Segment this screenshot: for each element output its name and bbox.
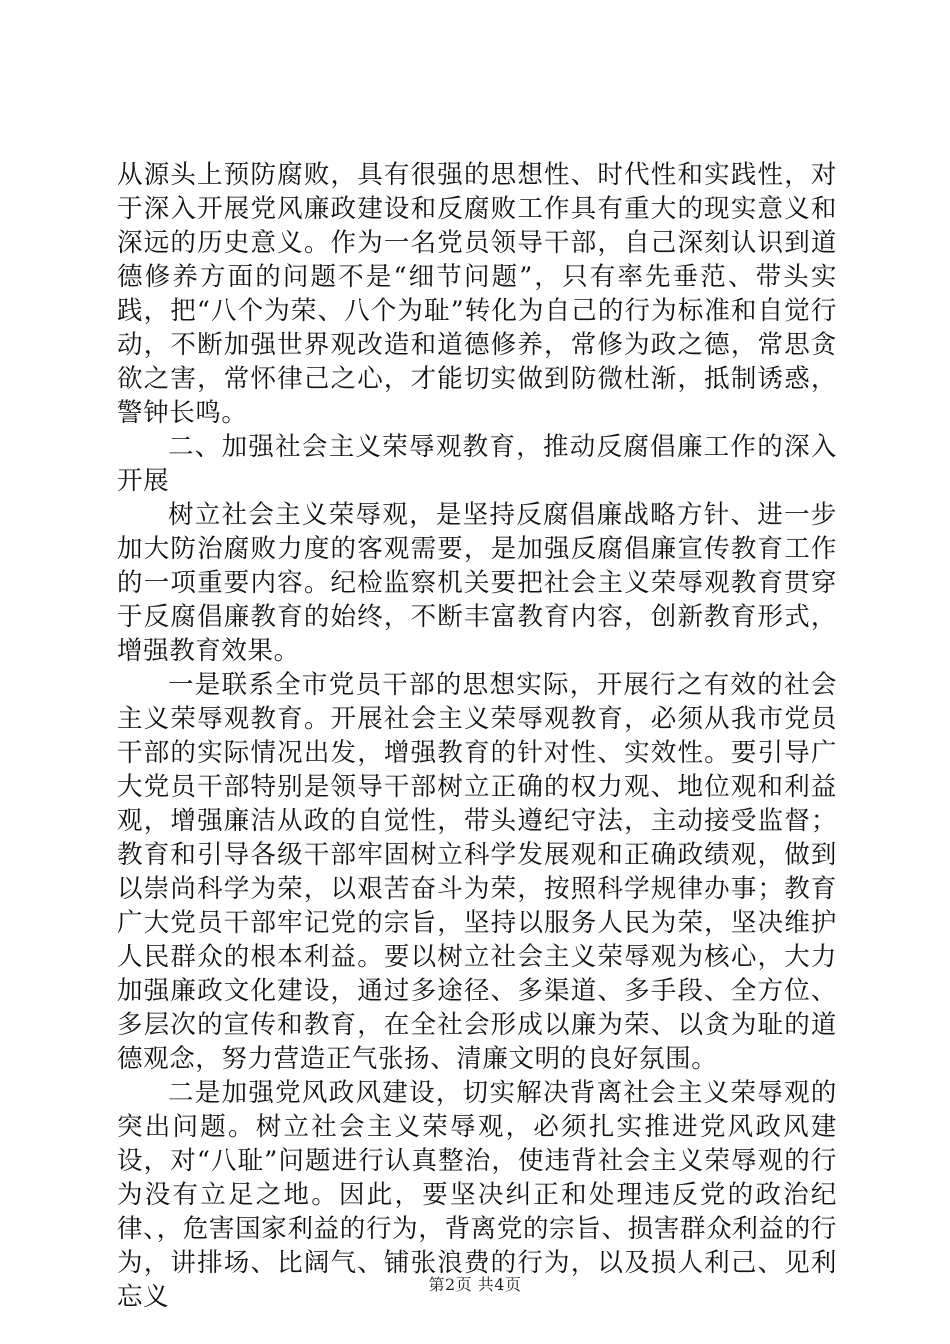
page-number-footer: 第2页 共4页 (428, 1275, 522, 1294)
body-paragraph: 一是联系全市党员干部的思想实际，开展行之有效的社会主义荣辱观教育。开展社会主义荣辱观教育，必须从我市党员干部的实际情况出发，增强教育的针对性、实效性。要引导广大党员干部特别是领导干部树立正确的权力观、地位观和利益观，增强廉洁从政的自觉性，带头遵纪守法，主动接受监督；教育和引导各级干部牢固树立科学发展观和正确政绩观，做到以崇尚科学为荣，以艰苦奋斗为荣，按照科学规律办事；教育广大党员干部牢记党的宗旨，坚持以服务人民为荣，坚决维护人民群众的根本利益。要以树立社会主义荣辱观为核心，大力加强廉政文化建设，通过多途径、多渠道、多手段、全方位、多层次的宣传和教育，在全社会形成以廉为荣、以贪为耻的道德观念，努力营造正气张扬、清廉文明的良好氛围。 (117, 670, 837, 1074)
body-paragraph: 二是加强党风政风建设，切实解决背离社会主义荣辱观的突出问题。树立社会主义荣辱观，必须扎实推进党风政风建设，对“八耻”问题进行认真整治，使违背社会主义荣辱观的行为没有立足之地。因此，要坚决纠正和处理违反党的政治纪律、，危害国家利益的行为，背离党的宗旨、损害群众利益的行为，讲排场、比阔气、铺张浪费的行为，以及损人利己、见利忘义 (117, 1078, 837, 1312)
body-paragraph: 树立社会主义荣辱观，是坚持反腐倡廉战略方针、进一步加大防治腐败力度的客观需要，是加强反腐倡廉宣传教育工作的一项重要内容。纪检监察机关要把社会主义荣辱观教育贯穿于反腐倡廉教育的始终，不断丰富教育内容，创新教育形式，增强教育效果。 (117, 500, 837, 666)
section-heading: 二、加强社会主义荣辱观教育，推动反腐倡廉工作的深入开展 (117, 432, 837, 496)
document-body (117, 158, 837, 1314)
body-paragraph: 从源头上预防腐败，具有很强的思想性、时代性和实践性，对于深入开展党风廉政建设和反腐败工作具有重大的现实意义和深远的历史意义。作为一名党员领导干部，自己深刻认识到道德修养方面的问题不是“细节问题”，只有率先垂范、带头实践，把“八个为荣、八个为耻”转化为自己的行为标准和自觉行动，不断加强世界观改造和道德修养，常修为政之德，常思贪欲之害，常怀律己之心，才能切实做到防微杜渐，抵制诱惑，警钟长鸣。 (117, 160, 837, 428)
